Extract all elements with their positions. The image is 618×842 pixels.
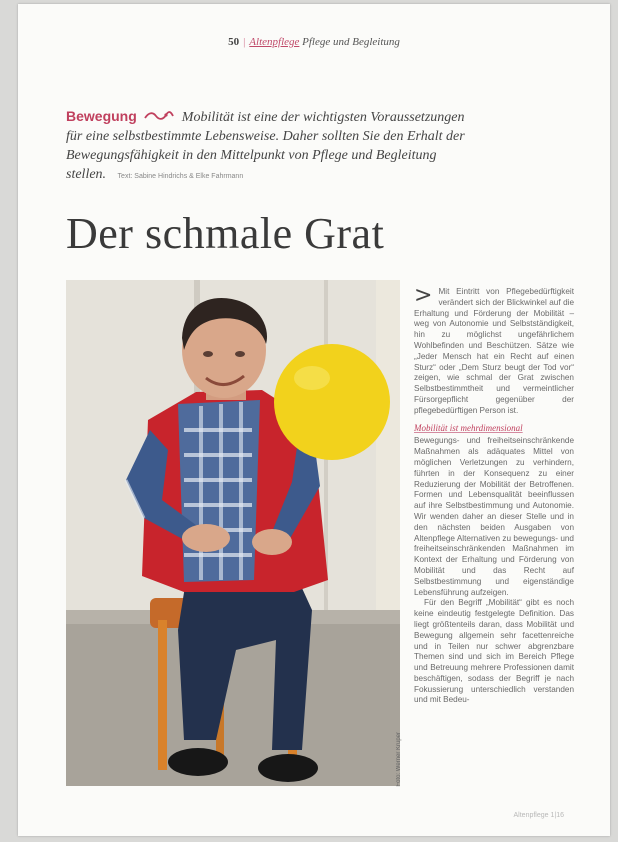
article-column: [414, 283, 574, 706]
body-paragraph-1: Bewegungs- und freiheitseinschränkende Maßnahmen als adäquates Mittel von möglichen Verletzungen zu verhindern, führten in der Konsequenz zu einer Reduzierung der Mobilität der Betroffenen. Formen und Lebensqualität beeinflussen auf ihre Selbstbestimmung und Autonomie. Wir wenden daher an dieser Stelle und in den nächsten beiden Ausgaben von Altenpflege Alternativen zu bewegungs- und freiheitseinschränkenden Maßnahmen im Kontext der Erhaltung und Förderung von Mobilität und das Recht auf Selbstbestimmung und eigenständige Lebensführung aufzeigen.: [414, 436, 574, 597]
intro-teaser: [66, 107, 476, 186]
photo-credit: Foto: Werner Krüper: [396, 732, 402, 787]
chevron-right-icon: >: [414, 283, 433, 308]
page-header: [18, 36, 610, 48]
magazine-page: [18, 4, 610, 836]
lead-paragraph: [414, 283, 574, 417]
lead-text: Mit Eintritt von Pflegebedürftigkeit verändert sich der Blickwinkel auf die Erhaltung und Förderung der Mobilität – weg von Autonomie und Selbstständigkeit, hin zu möglichst ungefährlichem Wohlbefinden und Beschützen. Sätze wie „Jeder Mensch hat ein Recht auf einen Sturz“ oder „Dem Sturz beugt der Tod vor“ zeigen, wie schmal der Grat zwischen Selbstbestimmtheit und vermeintlicher Fürsorgepflicht gegenüber der pflegebedürftigen Person ist.: [414, 287, 574, 415]
intro-text: Mobilität ist eine der wichtigsten Voraussetzungen für eine selbstbestimmte Lebensweise. Daher sollten Sie den Erhalt der Bewegungsfähigkeit in den Mittelpunkt von Pflege und Begleitung stellen.: [66, 110, 465, 183]
page-footer: Altenpflege 1|16: [513, 812, 564, 819]
article-title: Der schmale Grat: [66, 209, 385, 258]
body-paragraph-2: Für den Begriff „Mobilität“ gibt es noch keine eindeutig festgelegte Definition. Das liegt größtenteils daran, dass Mobilität und Bewegung allgemein sehr facettenreiche und in Teilen nur schwer abgrenzbare Themen sind und sich im Bereich Pflege und Betreuung mehrere Professionen damit beschäftigen, sodass der Begriff je nach Fokussierung unterschiedlich verstanden und mit Bedeu-: [414, 598, 574, 705]
subheading: Mobilität ist mehrdimensional: [414, 422, 523, 433]
intro-kicker: Bewegung: [66, 108, 137, 124]
header-separator: |: [243, 36, 246, 48]
swirl-icon: [144, 108, 174, 127]
article-photo: [66, 280, 400, 786]
intro-authors: Text: Sabine Hindrichs & Elke Fahrmann: [117, 173, 244, 181]
page-number: 50: [228, 36, 240, 48]
header-section: Pflege und Begleitung: [302, 36, 400, 48]
header-rubric: Altenpflege: [249, 36, 300, 48]
